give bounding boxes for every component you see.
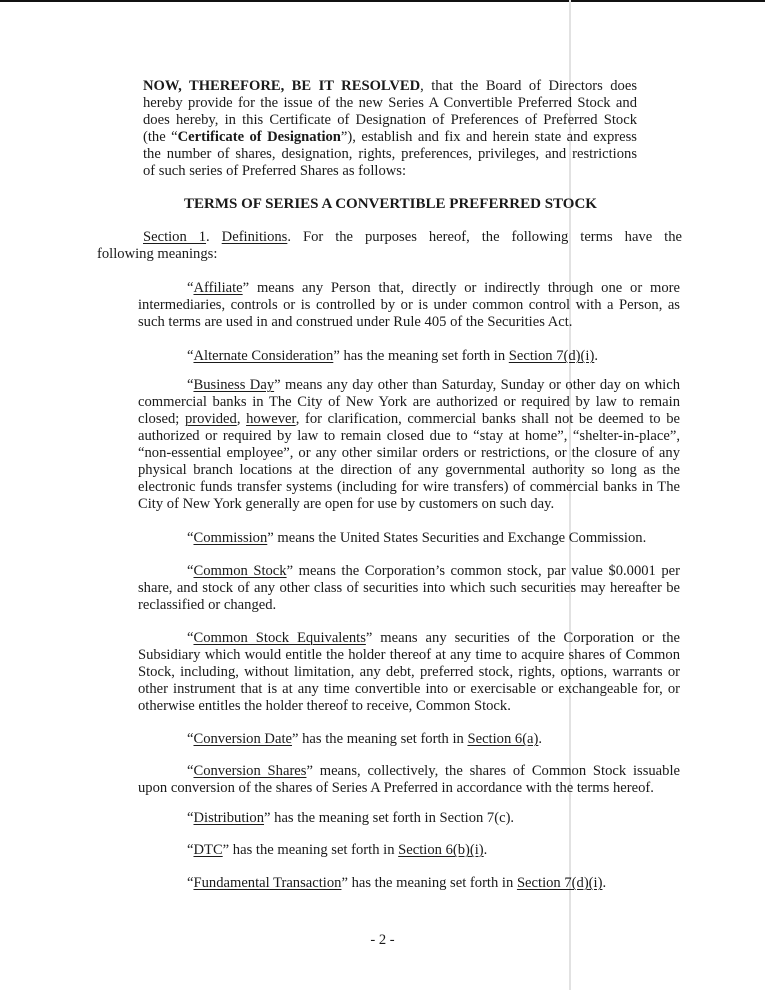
text-line — [138, 780, 680, 797]
page-number: - 2 - — [370, 932, 395, 948]
text-line — [138, 647, 680, 664]
text-run: following meanings: — [97, 246, 218, 262]
text-run: . — [483, 842, 488, 858]
text-run: , — [236, 411, 247, 427]
text-run: . — [538, 731, 543, 747]
defined-term: Section 1 — [143, 229, 207, 245]
text-run: upon conversion of the shares of Series A Preferred in accordance with the terms hereof. — [138, 780, 654, 796]
text-line — [143, 146, 637, 163]
text-run: City of New York generally are open for use by customers on such day. — [138, 496, 555, 512]
text-run: “ — [187, 563, 194, 579]
text-run: “ — [187, 875, 194, 891]
defined-term: Business Day — [193, 377, 275, 393]
defined-term: Common Stock Equivalents — [193, 630, 366, 646]
text-run: ” has the meaning set forth in — [333, 348, 509, 364]
text-line — [138, 445, 680, 462]
text-run: “ — [187, 630, 194, 646]
text-line — [138, 462, 680, 479]
text-run: otherwise entitles the holder thereof to receive, Common Stock. — [138, 698, 511, 714]
text-run: other instrument that is at any time convertible into or exercisable or exchangeable for, or — [138, 681, 680, 697]
text-run: ” means any day other than Saturday, Sunday or other day on which — [274, 377, 680, 393]
text-run: ” means any securities of the Corporation or the — [365, 630, 680, 646]
text-line — [187, 280, 680, 297]
text-run: , that the Board of Directors does — [420, 78, 638, 94]
text-run: “ — [187, 348, 194, 364]
text-line — [143, 95, 637, 112]
text-run: such terms are used in and construed under Rule 405 of the Securities Act. — [138, 314, 573, 330]
text-line — [138, 314, 680, 331]
text-run: “ — [187, 530, 194, 546]
text-run: the number of shares, designation, rights, preferences, privileges, and restrictions — [143, 146, 637, 162]
text-run: physical branch locations at the direction of any governmental authority so long as the — [138, 462, 680, 478]
text-run: ”), establish and fix and herein state and express — [340, 129, 637, 145]
defined-term: DTC — [193, 842, 223, 858]
defined-term: Alternate Consideration — [193, 348, 334, 364]
defined-term: Common Stock — [193, 563, 287, 579]
text-line — [138, 580, 680, 597]
text-run: authorized or required by law to remain closed due to “stay at home”, “shelter-in-place”, — [138, 428, 680, 444]
text-run: “ — [187, 763, 194, 779]
text-run: “ — [187, 810, 194, 826]
text-line — [143, 78, 637, 95]
text-line — [138, 597, 680, 614]
text-run: ” means, collectively, the shares of Common Stock issuable — [306, 763, 680, 779]
text-run: electronic funds transfer systems (including for wire transfers) of commercial banks in The — [138, 479, 680, 495]
text-run: . — [594, 348, 598, 364]
text-run: ” has the meaning set forth in — [341, 875, 517, 891]
text-run: ” means any Person that, directly or indirectly through one or more — [242, 280, 680, 296]
text-line — [138, 681, 680, 698]
text-line — [187, 763, 680, 780]
text-line — [143, 229, 682, 246]
text-line — [97, 246, 682, 263]
text-run: commercial banks in The City of New York are authorized or required by law to remain — [138, 394, 680, 410]
text-line — [187, 377, 680, 394]
text-run: “ — [187, 377, 194, 393]
text-line — [138, 297, 680, 314]
text-line — [143, 163, 637, 180]
text-run: Stock, including, without limitation, any debt, preferred stock, rights, options, warrants or — [138, 664, 680, 680]
defined-term: Definitions — [221, 229, 288, 245]
text-line — [138, 664, 680, 681]
text-line — [138, 479, 680, 496]
text-line — [143, 112, 637, 129]
section-heading: TERMS OF SERIES A CONVERTIBLE PREFERRED STOCK — [184, 196, 597, 212]
text-line — [138, 496, 680, 513]
text-run: “ — [187, 842, 194, 858]
text-line — [138, 411, 680, 428]
text-run: ” has the meaning set forth in Section 7(c). — [264, 810, 515, 826]
text-run: (the “ — [143, 129, 178, 145]
text-run: “non-essential employee”, or any other similar orders or restrictions, or the closure of any — [138, 445, 680, 461]
defined-term: Conversion Shares — [193, 763, 307, 779]
text-line — [187, 731, 680, 748]
text-run: intermediaries, controls or is controlled by or is under common control with a Person, as — [138, 297, 680, 313]
defined-term: Section 7(d)(i) — [516, 875, 603, 891]
text-run: reclassified or changed. — [138, 597, 277, 613]
text-run: ” means the Corporation’s common stock, par value $0.0001 per — [286, 563, 681, 579]
text-run: , for clarification, commercial banks shall not be deemed to be — [295, 411, 680, 427]
text-run: hereby provide for the issue of the new Series A Convertible Preferred Stock and — [143, 95, 637, 111]
text-run: ” means the United States Securities and Exchange Commission. — [267, 530, 647, 546]
text-line — [138, 394, 680, 411]
text-line — [187, 563, 680, 580]
text-line — [187, 630, 680, 647]
defined-term: provided — [184, 411, 237, 427]
text-run: . — [602, 875, 607, 891]
bold-text: Certificate of Designation — [177, 129, 341, 145]
text-run: ” has the meaning set forth in — [291, 731, 468, 747]
text-run: “ — [187, 731, 194, 747]
defined-term: Section 6(a) — [467, 731, 539, 747]
text-run: closed; — [138, 411, 185, 427]
defined-term: Commission — [193, 530, 268, 546]
text-run: share, and stock of any other class of securities into which such securities may hereafter be — [138, 580, 680, 596]
text-run: . For the purposes hereof, the following terms have the — [287, 229, 682, 245]
text-line — [138, 698, 680, 715]
text-run: “ — [187, 280, 194, 296]
text-line — [138, 428, 680, 445]
text-run: ” has the meaning set forth in — [222, 842, 399, 858]
text-run: does hereby, in this Certificate of Designation of Preferences of Preferred Stock — [143, 112, 637, 128]
defined-term: however — [246, 411, 296, 427]
text-run: Subsidiary which would entitle the holder thereof at any time to acquire shares of Common — [138, 647, 680, 663]
text-line — [187, 530, 680, 547]
text-line — [187, 348, 680, 365]
text-run: . — [206, 229, 222, 245]
bold-text: NOW, THEREFORE, BE IT RESOLVED — [143, 78, 421, 94]
defined-term: Section 7(d)(i) — [508, 348, 595, 364]
text-run: of such series of Preferred Shares as follows: — [143, 163, 407, 179]
scan-top-border — [0, 0, 765, 2]
defined-term: Distribution — [193, 810, 265, 826]
defined-term: Fundamental Transaction — [193, 875, 342, 891]
defined-term: Affiliate — [193, 280, 243, 296]
text-line — [187, 810, 680, 827]
defined-term: Conversion Date — [193, 731, 292, 747]
text-line — [187, 842, 680, 859]
text-line — [143, 129, 637, 146]
text-line — [187, 875, 680, 892]
defined-term: Section 6(b)(i) — [398, 842, 484, 858]
